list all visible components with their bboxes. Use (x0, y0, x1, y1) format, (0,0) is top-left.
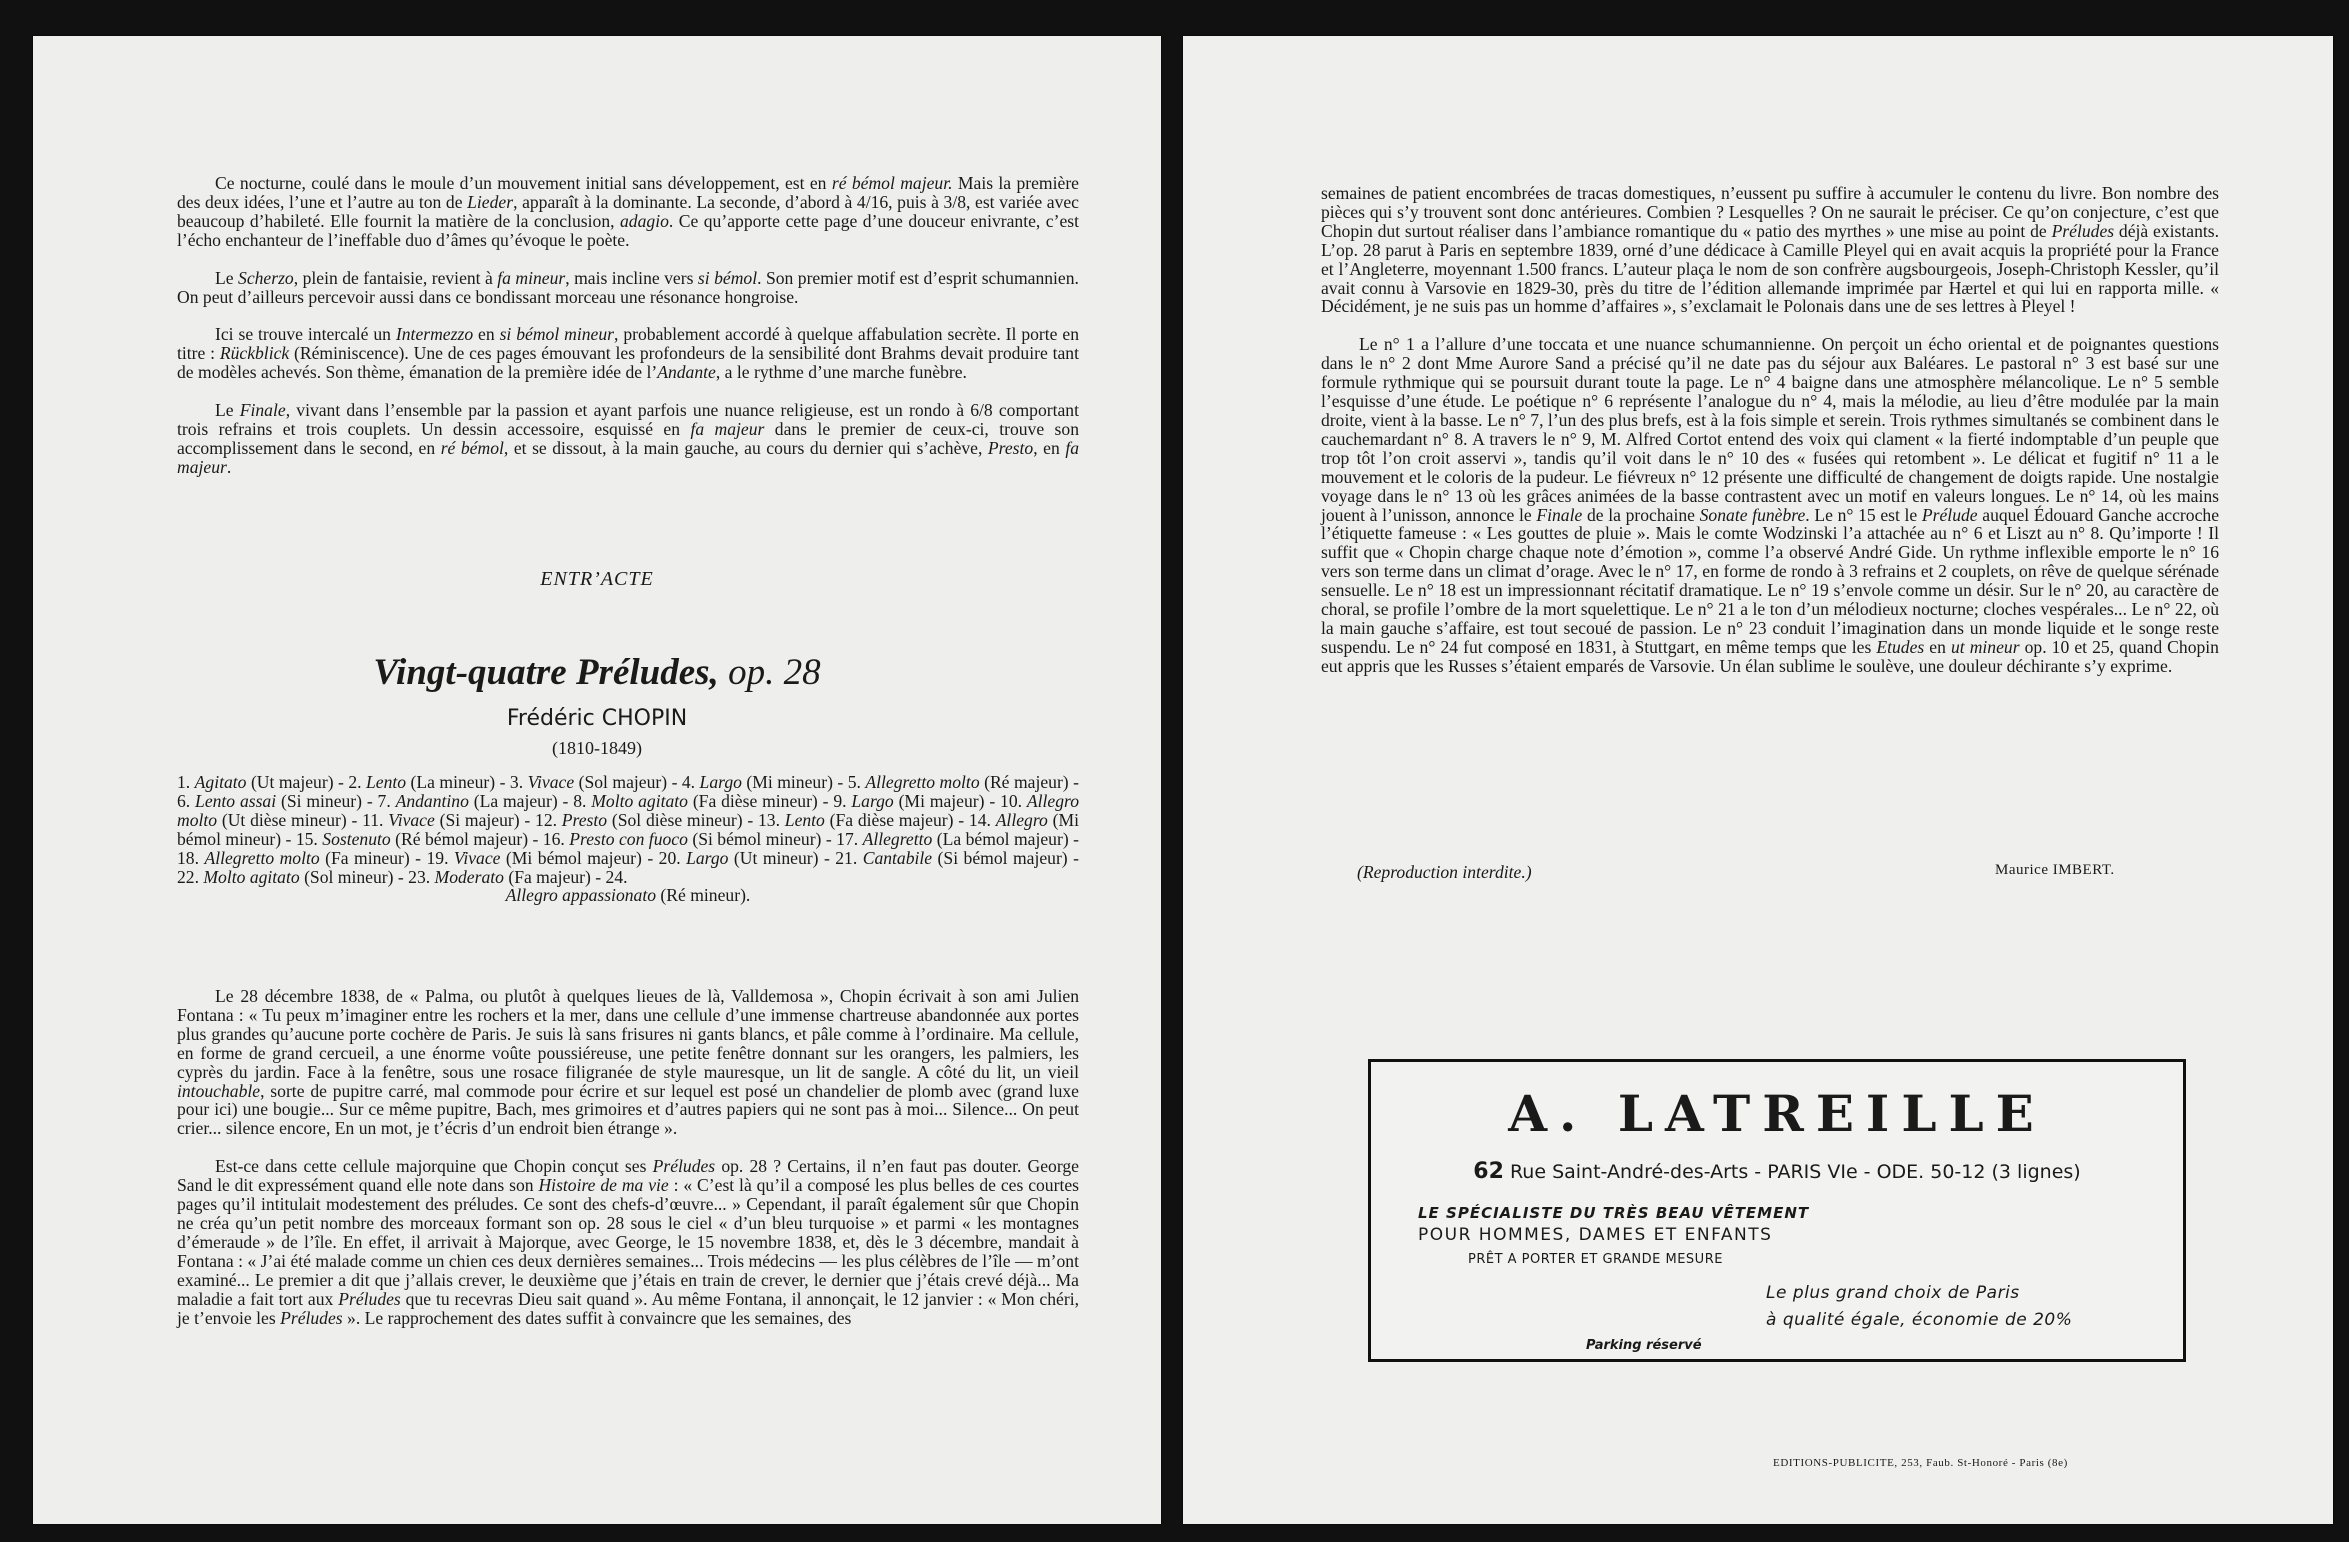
composer-name: Frédéric CHOPIN (506, 706, 688, 731)
ad-choice-line-1: Le plus grand choix de Paris (1766, 1283, 2020, 1303)
ad-brand: A. LATREILLE (1508, 1084, 2046, 1143)
left-page (33, 36, 1161, 1524)
paragraph: Ce nocturne, coulé dans le moule d’un mouvement initial sans développement, est en ré bémol majeur. Mais la première des deux idées, l’une et l’autre au ton de Lieder, apparaît à la dominante. La seconde, d’abord à 4/16, puis à 3/8, est variée avec beaucoup d’habileté. Elle fournit la matière de la conclusion, adagio. Ce qu’apporte cette page d’une douceur enivrante, c’est l’écho enchanteur de l’ineffable duo d’âmes qu’évoque le poète. (177, 173, 1080, 250)
entracte-heading: ENTR’ACTE (540, 568, 654, 590)
page-title (33, 651, 1161, 694)
title-text: Vingt-quatre Préludes, (373, 652, 719, 693)
ad-clients: POUR HOMMES, DAMES ET ENFANTS (1418, 1225, 1773, 1245)
paragraph: Le 28 décembre 1838, de « Palma, ou plutôt à quelques lieues de là, Valldemosa », Chopin écrivait à son ami Julien Fontana : « Tu peux m’imaginer entre les rochers et la mer, dans une cellule d’une immense chartreuse abandonnée aux portes plus grandes qu’aucune porte cochère de Paris. Je suis là sans frisures ni gants blancs, et pâle comme à l’ordinaire. Ma cellule, en forme de grand cercueil, a une énorme voûte poussiéreuse, une petite fenêtre donnant sur les orangers, les palmiers, les cyprès du jardin. Face à la fenêtre, sous une rosace filigranée de style mauresque, un lit de sangle. A côté du lit, un vieil intouchable, sorte de pupitre carré, mal commode pour écrire et sur lequel est posé un chandelier de plomb avec (grand luxe pour ici) une bougie... Sur ce même pupitre, Bach, mes grimoires et d’autres papiers qui ne sont pas à moi... Silence... On peut crier... silence encore, En un mot, je t’écris d’un endroit bien étrange ». (177, 986, 1079, 1139)
paragraph: semaines de patient encombrées de tracas domestiques, n’eussent pu suffire à accumuler le contenu du livre. Bon nombre des pièces qui s’y trouvent sont donc antérieures. Combien ? Lesquelles ? On ne saurait le préciser. Ce qu’on conjecture, c’est que Chopin dut surtout réaliser dans l’ambiance romantique du « patio des myrthes » une mise au point de Préludes déjà existants. L’op. 28 parut à Paris en septembre 1839, orné d’une dédicace à Camille Pleyel qui en avait acquis la propriété pour la France et l’Angleterre, moyennant 1.500 francs. L’auteur plaça le nom de son confrère augsbourgeois, Joseph-Christoph Kessler, qu’il avait connu à Varsovie en 1829-30, près du titre de l’édition allemande imprimée par Hærtel et qui lui en rapporta mille. « Décidément, je ne suis pas un homme d’affaires », s’exclamait le Polonais dans une de ses lettres à Pleyel ! (1321, 183, 2220, 317)
advertisement-box (1368, 1059, 2186, 1362)
preludes-list (177, 773, 1079, 905)
preludes-list-text: 1. Agitato (Ut majeur) - 2. Lento (La mineur) - 3. Vivace (Sol majeur) - 4. Largo (Mi mineur) - 5. Allegretto molto (Ré majeur) - 6. Lento assai (Si mineur) - 7. Andantino (La majeur) - 8. Molto agitato (Fa dièse mineur) - 9. Largo (Mi majeur) - 10. Allegro molto (Ut dièse mineur) - 11. Vivace (Si majeur) - 12. Presto (Sol dièse mineur) - 13. Lento (Fa dièse majeur) - 14. Allegro (Mi bémol mineur) - 15. Sostenuto (Ré bémol majeur) - 16. Presto con fuoco (Si bémol mineur) - 17. Allegretto (La bémol majeur) - 18. Allegretto molto (Fa mineur) - 19. Vivace (Mi bémol majeur) - 20. Largo (Ut mineur) - 21. Cantabile (Si bémol majeur) - 22. Molto agitato (Sol mineur) - 23. Moderato (Fa majeur) - 24. (177, 772, 1079, 887)
ad-ready-to-wear: PRÊT A PORTER ET GRANDE MESURE (1468, 1252, 1723, 1267)
paragraph: Le n° 1 a l’allure d’une toccata et une nuance schumannienne. On perçoit un écho oriental et de poignantes questions dans le n° 2 dont Mme Aurore Sand a précisé qu’il ne date pas du séjour aux Baléares. Le pastoral n° 3 est basé sur une formule rythmique qui se poursuit durant toute la page. Le n° 4 baigne dans une atmosphère mélancolique. Le n° 5 semble l’esquisse d’une étude. Le poétique n° 6 représente l’analogue du n° 4, mais la mélodie, au lieu d’être modulée par la main droite, vient à la basse. Le n° 7, l’un des plus brefs, est à la fois simple et serein. Trois rythmes simultanés se combinent dans le cauchemardant n° 8. A travers le n° 9, M. Alfred Cortot entend des voix qui clament « la fierté indomptable d’un peuple que trop tôt l’on croit asservi », tandis qu’il voit dans le n° 10 des « fusées qui retombent ». Le délicat et fugitif n° 11 a le mouvement et le coloris de la pudeur. Le fiévreux n° 12 présente une difficulté de changement de doigts rapide. Une nostalgie voyage dans le n° 13 où les grâces animées de la basse contrastent avec un motif en valeurs longues. Le n° 14, où les mains jouent à l’unisson, annonce le Finale de la prochaine Sonate funèbre. Le n° 15 est le Prélude auquel Édouard Ganche accroche l’étiquette fameuse : « Les gouttes de pluie ». Mais le comte Wodzinski l’a attachée au n° 6 et Liszt au n° 8. Qu’importe ! Il suffit que « Chopin charge chaque note d’émotion », comme l’a observé André Gide. Un rythme inflexible emporte le n° 16 vers son terme dans un climat d’orage. Avec le n° 17, en forme de rondo à 3 refrains et 2 couplets, on rêve de quelque sérénade sensuelle. Le n° 18 est un impressionnant récitatif dramatique. Le n° 19 s’envole comme un désir. Sur le n° 20, au caractère de choral, se profile l’ombre de la mort squelettique. Le n° 21 a le ton d’un mélodieux nocturne; cloches vespérales... Le n° 22, où la main gauche s’affaire, est tout secoué de passion. Le n° 23 conduit l’imagination dans un monde liquide et le songe reste suspendu. Le n° 24 fut composé en 1831, à Stuttgart, en même temps que les Etudes en ut mineur op. 10 et 25, quand Chopin eut appris que les Russes s’étaient emparés de Varsovie. Un élan sublime le soulève, une douleur déchirante s’y exprime. (1321, 334, 2219, 676)
ad-address (1371, 1159, 2183, 1184)
right-page (1183, 36, 2333, 1524)
paragraph: Le Finale, vivant dans l’ensemble par la passion et ayant parfois une nuance religieuse, est un rondo à 6/8 comportant trois refrains et trois couplets. Un dessin accessoire, esquissé en fa majeur dans le premier de ceux-ci, trouve son accomplissement dans le second, en ré bémol, et se dissout, à la main gauche, au cours du dernier qui s’achève, Presto, en fa majeur. (177, 400, 1079, 477)
paragraph: Le Scherzo, plein de fantaisie, revient à fa mineur, mais incline vers si bémol. Son premier motif est d’esprit schumannien. On peut d’ailleurs percevoir aussi dans ce bondissant morceau une résonance hongroise. (177, 267, 1079, 307)
paragraph: Ici se trouve intercalé un Intermezzo en si bémol mineur, probablement accordé à quelque affabulation secrète. Il porte en titre : Rückblick (Réminiscence). Une de ces pages émouvant les profondeurs de la sensibilité dont Brahms devait produire tant de modèles achevés. Son thème, émanation de la première idée de l’Andante, a le rythme d’une marche funèbre. (177, 324, 1079, 383)
reproduction-note: (Reproduction interdite.) (1357, 862, 1532, 882)
body-text (177, 987, 1079, 1327)
right-body-text (1321, 184, 2219, 676)
intro-text (177, 174, 1079, 477)
composer-dates: (1810-1849) (552, 738, 642, 758)
paragraph: Est-ce dans cette cellule majorquine que Chopin conçut ses Préludes op. 28 ? Certains, il n’en faut pas douter. George Sand le dit expressément quand elle note dans son Histoire de ma vie : « C’est là qu’il a composé les plus belles de ces courtes pages qu’il intitulait modestement des préludes. Ce sont des chefs-d’œuvre... » Cependant, il paraît également sûr que Chopin ne créa qu’un petit nombre des morceaux formant son op. 28 sous le ciel « d’un bleu turquoise » et parmi « les montagnes d’émeraude » de l’île. En effet, il arrivait à Majorque, avec George, le 15 novembre 1838, et, dès le 3 décembre, mandait à Fontana : « J’ai été malade comme un chien ces deux dernières semaines... Trois médecins — les plus célèbres de l’île — m’ont examiné... Le premier a dit que j’allais crever, le deuxième que j’étais en train de crever, le dernier que j’étais crevé déjà... Ma maladie a fait tort aux Préludes que tu recevras Dieu sait quand ». Au même Fontana, il annonçait, le 12 janvier : « Mon chéri, je t’envoie les Préludes ». Le rapprochement des dates suffit à convaincre que les semaines, des (177, 1156, 1079, 1328)
opus-number: op. 28 (728, 652, 821, 693)
ad-parking: Parking réservé (1586, 1338, 1702, 1353)
author-signature: Maurice IMBERT. (1995, 862, 2115, 878)
preludes-list-last: Allegro appassionato (Ré mineur). (505, 885, 751, 906)
ad-address-number: 62 (1473, 1159, 1504, 1184)
ad-address-text: Rue Saint-André-des-Arts - PARIS VIe - ODE. 50-12 (3 lignes) (1509, 1161, 2081, 1183)
ad-choice-line-2: à qualité égale, économie de 20% (1766, 1310, 2073, 1330)
ad-specialist: LE SPÉCIALISTE DU TRÈS BEAU VÊTEMENT (1418, 1204, 1810, 1222)
publisher-footer: EDITIONS-PUBLICITE, 253, Faub. St-Honoré - Paris (8e) (1773, 1457, 2068, 1469)
